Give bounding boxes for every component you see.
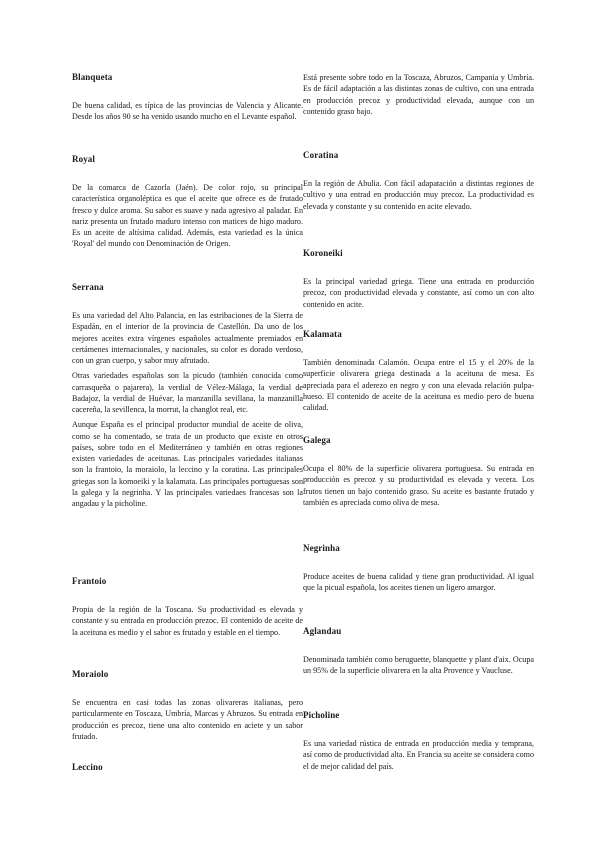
section-aglandau: [303, 626, 534, 677]
section-leccino-continued: [303, 72, 534, 117]
section-heading: Aglandau: [303, 626, 342, 636]
section-paragraph: De buena calidad, es típica de las provincias de Valencia y Alicante. Desde los años 90 se ha venido usando mucho en el Levante español.: [72, 101, 303, 122]
section-heading: Coratina: [303, 150, 339, 160]
section-paragraph: Denominada también como beruguette, blanquette y plant d'aix. Ocupa un 95% de la superficie olivarera en la alta Provence y Vaucluse.: [303, 655, 534, 676]
section-leccino: [72, 762, 303, 773]
section-paragraph: Es una variedad del Alto Palancia, en las estribaciones de la Sierra de Espadán, en el interior de la provincia de Castellón. Da uno de los mejores aceites extra vírgenes españoles actualmente premiados en certámenes internacionales, y nacionales, su color es dorado verdoso, con un gran cuerpo, y sabor muy afrutado.: [72, 311, 303, 365]
section-galega: [303, 435, 534, 508]
section-heading: Galega: [303, 435, 331, 445]
section-paragraph: Otras variedades españolas son la picudo (también conocida como carrasqueña o pajarera), la verdial de Vélez-Málaga, la verdial de Badajoz, la verdial de Huévar, la manzanilla sevillana, la manzanilla cacereña, la sevillenca, la morrut, la changlot real, etc.: [72, 371, 303, 414]
section-paragraph: También denominada Calamón. Ocupa entre el 15 y el 20% de la superficie olivarera griega destinada a la aceituna de mesa. Es apreciada para el aderezo en negro y con una elevada relación pulpa-hueso. El contenido de aceite de la aceituna es medio pero de buena calidad.: [303, 358, 534, 412]
section-paragraph: Propia de la región de la Toscana. Su productividad es elevada y constante y su entrada en producción prezoc. El contenido de aceite de la aceituna es medio y el sabor es frutado y estable en el tiempo.: [72, 605, 303, 637]
section-serrana: [72, 282, 303, 509]
section-koroneiki: [303, 248, 534, 310]
section-heading: Koroneiki: [303, 248, 343, 258]
section-picholine: [303, 710, 534, 772]
section-blanqueta: [72, 72, 303, 123]
section-paragraph: Ocupa el 80% de la superficie olivarera portuguesa. Su entrada en producción es precoz y su productividad es elevada y vecera. Los frutos tienen un bajo contenido graso. Su aceite es bastante frutado y también es apreciada como oliva de mesa.: [303, 464, 534, 507]
section-paragraph: En la región de Abulia. Con fácil adapatación a distintas regiones de cultivo y una entrad en producción muy precoz. La productividad es elevada y constante y su contenido en acite elevado.: [303, 179, 534, 211]
section-paragraph: Aunque España es el principal productor mundial de aceite de oliva, como se ha comentado, se trata de un producto que existe en otros países, sobre todo en el Mediterráneo y también en otras regiones existen variedades de aceitunas. Las principales variedades italianas son la frantoio, la moraiolo, la leccino y la coratina. Las principales griegas son la komoeiki y la kalamata. Las principales portuguesas son la galega y la negrinha. Y las principales variedaes francesas son la angadau y la picholine.: [72, 420, 303, 508]
section-paragraph: Produce aceites de buena calidad y tiene gran productividad. Al igual que la picual española, los aceites tienen un ligero amargor.: [303, 572, 534, 593]
section-heading: Serrana: [72, 282, 104, 292]
section-heading: Blanqueta: [72, 72, 113, 82]
section-heading: Kalamata: [303, 329, 342, 339]
section-heading: Leccino: [72, 762, 103, 772]
section-paragraph: Es la principal variedad griega. Tiene una entrada en producción precoz, con productividad elevada y constante, así como un con alto contenido en acite.: [303, 277, 534, 309]
section-paragraph: Está presente sobre todo en la Toscaza, Abruzos, Campania y Umbría. Es de fácil adaptación a las distintas zonas de cultivo, con una entrada en producción precoz y productividad elevada, aunque con un contenido graso bajo.: [303, 73, 534, 116]
section-kalamata: [303, 329, 534, 413]
section-heading: Moraiolo: [72, 669, 109, 679]
section-heading: Picholine: [303, 710, 340, 720]
section-paragraph: Es una variedad rústica de entrada en producción media y temprana, así como de productividad alta. En Francia su aceite se considera como el de mejor calidad del país.: [303, 739, 534, 771]
section-coratina: [303, 150, 534, 212]
section-heading: Frantoio: [72, 576, 107, 586]
section-royal: [72, 154, 303, 250]
section-moraiolo: [72, 669, 303, 742]
section-paragraph: Se encuentra en casi todas las zonas olivareras italianas, pero particularmente en Toscaza, Umbría, Marcas y Abruzos. Su entrada en producción es precoz, tiene una alto contenido en aciete y un sabor frutado.: [72, 698, 303, 741]
section-frantoio: [72, 576, 303, 638]
section-heading: Negrinha: [303, 543, 340, 553]
section-paragraph: De la comarca de Cazorla (Jaén). De color rojo, su principal característica organoléptica es que el aceite que ofrece es de frutado fresco y dulce aroma. Su sabor es suave y nada agresivo al paladar. En nariz presenta un frutado maduro intenso con matices de higo maduro. Es un aceite de altísima calidad. Además, esta variedad es la única 'Royal' del mundo con Denominación de Origen.: [72, 183, 303, 249]
section-heading: Royal: [72, 154, 95, 164]
section-negrinha: [303, 543, 534, 594]
